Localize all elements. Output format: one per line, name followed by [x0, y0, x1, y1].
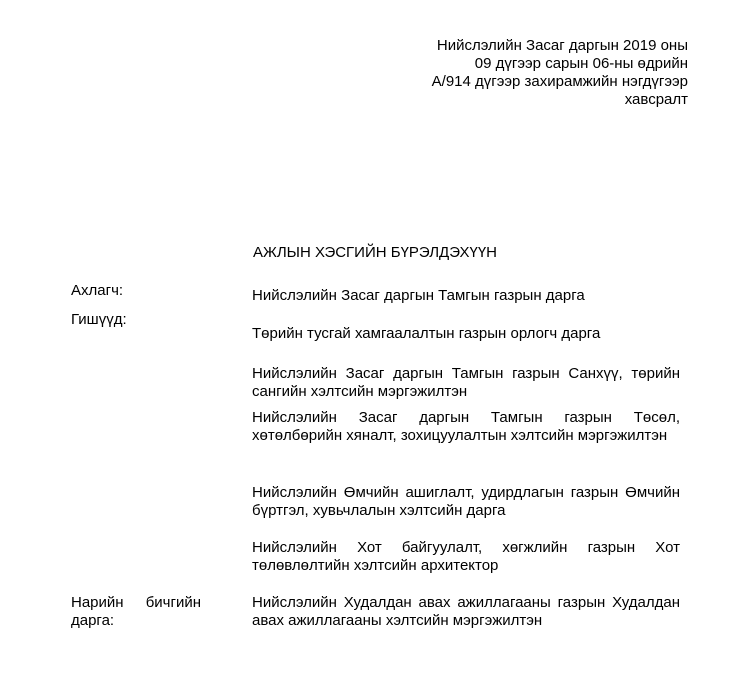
document-title: АЖЛЫН ХЭСГИЙН БҮРЭЛДЭХҮҮН [252, 244, 498, 261]
member-item: Нийслэлийн Өмчийн ашиглалт, удирдлагын газрын Өмчийн бүртгэл, хувьчлалын хэлтсийн дарга [252, 484, 680, 519]
secretary-label-line [71, 594, 201, 612]
member-item: Төрийн тусгай хамгаалалтын газрын орлогч дарга [252, 325, 601, 342]
appendix-header-line: А/914 дүгээр захирамжийн нэгдүгээр [431, 73, 688, 90]
secretary-label-word: бичгийн [145, 594, 201, 611]
member-item: Нийслэлийн Засаг даргын Тамгын газрын Төсөл, хөтөлбөрийн хяналт, зохицуулалтын хэлтсийн мэргэжилтэн [252, 409, 680, 444]
role-chair-label: Ахлагч: [71, 282, 124, 299]
appendix-header-line: хавсралт [624, 91, 688, 108]
role-secretary-label [71, 594, 201, 630]
secretary-label-word: Нарийн [71, 594, 124, 611]
appendix-header-line: 09 дүгээр сарын 06-ны өдрийн [474, 55, 688, 72]
member-item: Нийслэлийн Засаг даргын Тамгын газрын Санхүү, төрийн сангийн хэлтсийн мэргэжилтэн [252, 365, 680, 400]
secretary-member: Нийслэлийн Худалдан авах ажиллагааны газрын Худалдан авах ажиллагааны хэлтсийн мэргэжилтэн [252, 594, 680, 629]
role-members-label: Гишүүд: [71, 311, 127, 328]
secretary-label-word: дарга: [71, 612, 115, 629]
chair-member: Нийслэлийн Засаг даргын Тамгын газрын дарга [252, 287, 585, 304]
appendix-header-line: Нийслэлийн Засаг даргын 2019 оны [436, 37, 688, 54]
appendix-header [432, 37, 688, 109]
member-item: Нийслэлийн Хот байгуулалт, хөгжлийн газрын Хот төлөвлөлтийн хэлтсийн архитектор [252, 539, 680, 574]
